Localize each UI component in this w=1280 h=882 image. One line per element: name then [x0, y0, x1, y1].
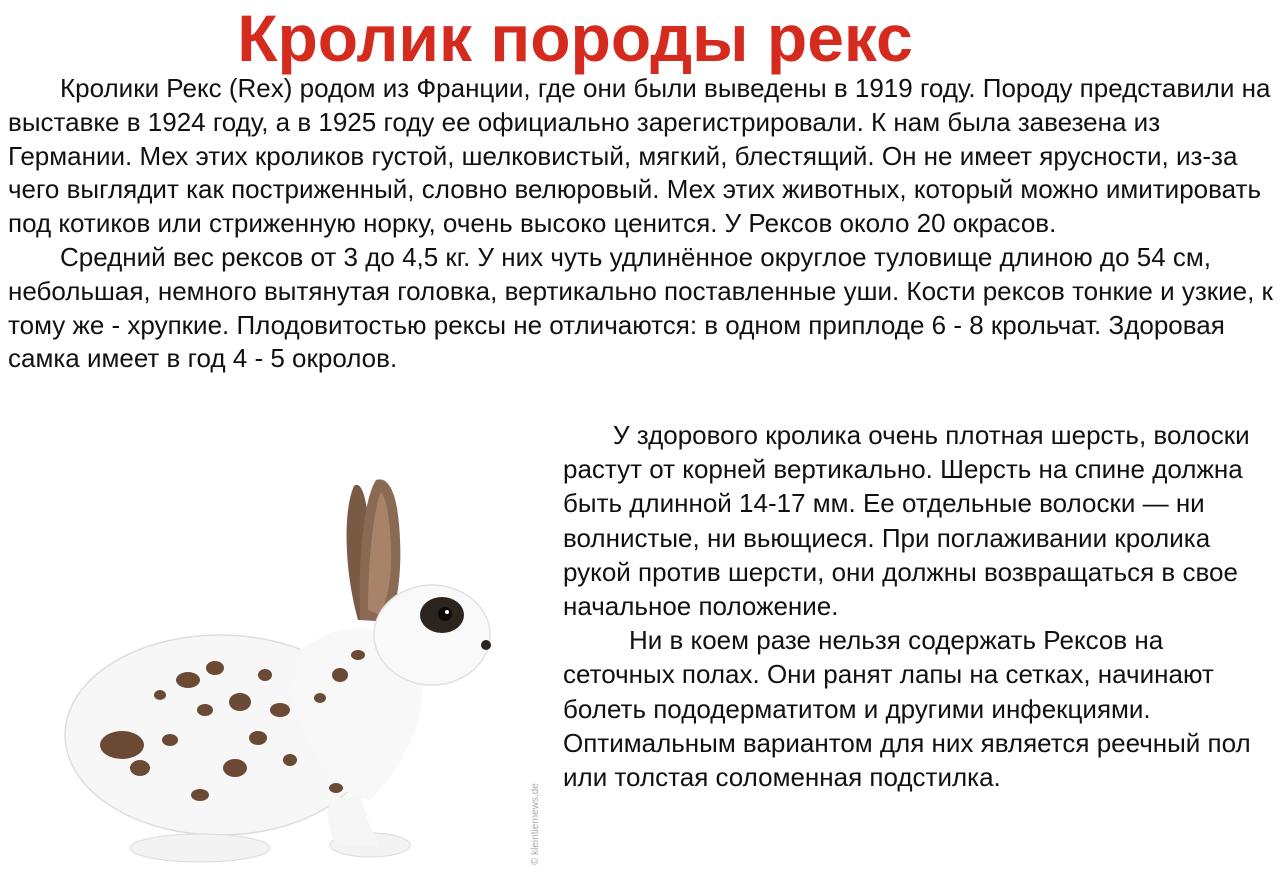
- intro-paragraph-1: Кролики Рекс (Rex) родом из Франции, где они были выведены в 1919 году. Породу представили на выставке в 1924 году, а в 1925 году ее официально зарегистрировали. К нам была завезена из Германии. Мех этих кроликов густой, шелковистый, мягкий, блестящий. Он не имеет ярусности, из-за чего выглядит как постриженный, словно велюровый. Мех этих животных, который можно имитировать под котиков или стриженную норку, очень высоко ценится. У Рексов около 20 окрасов.: [8, 73, 1271, 239]
- rabbit-nose: [481, 640, 491, 650]
- intro-text: [8, 72, 1274, 376]
- intro-paragraph-2: Средний вес рексов от 3 до 4,5 кг. У них чуть удлинённое округлое туловище длиною до 54 см, небольшая, немного вытянутая головка, вертикально поставленные уши. Кости рексов тонкие и узкие, к тому же - хрупкие. Плодовитостью рексы не отличаются: в одном приплоде 6 - 8 крольчат. Здоровая самка имеет в год 4 - 5 окролов.: [8, 241, 1273, 374]
- rabbit-hind-foot: [130, 834, 270, 862]
- side-paragraph-2: Ни в коем разе нельзя содержать Рексов на сеточных полах. Они ранят лапы на сетках, начинают болеть пододерматитом и другими инфекциями. Оптимальным вариантом для них является реечный пол или толстая соломенная подстилка.: [563, 625, 1251, 793]
- rabbit-eye: [438, 607, 452, 621]
- page-title: Кролик породы рекс: [237, 1, 913, 75]
- side-paragraph-1: У здорового кролика очень плотная шерсть, волоски растут от корней вертикально. Шерсть на спине должна быть длинной 14-17 мм. Ее отдельные волоски — ни волнистые, ни вьющиеся. При поглаживании кролика рукой против шерсти, они должны возвращаться в свое начальное положение.: [563, 420, 1250, 622]
- image-watermark: © kleintiernews.de: [530, 783, 541, 865]
- rabbit-photo: [40, 470, 510, 870]
- side-text: [563, 418, 1275, 794]
